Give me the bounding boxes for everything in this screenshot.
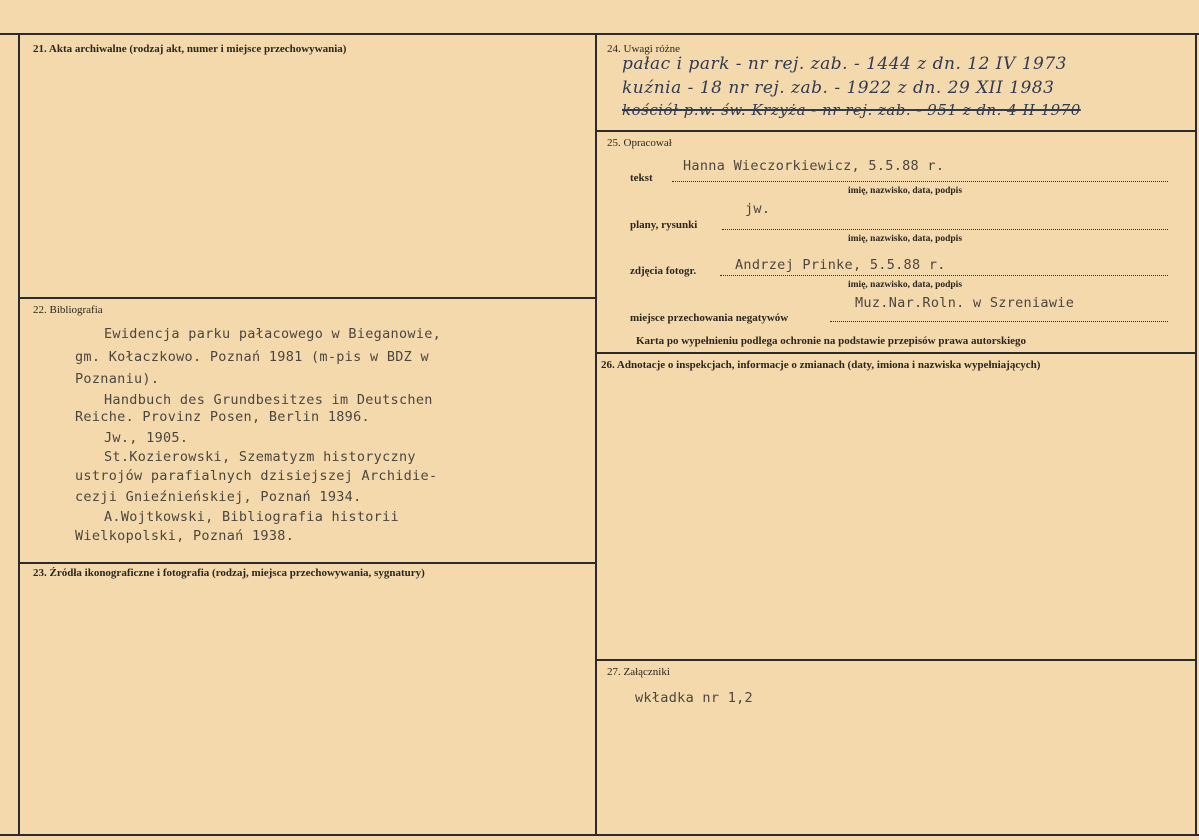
frame-right bbox=[1195, 33, 1197, 836]
divider-26-27 bbox=[596, 659, 1196, 661]
bibliography-line: gm. Kołaczkowo. Poznań 1981 (m-pis w BDZ w bbox=[75, 349, 429, 365]
uwagi-line-kuznia: kuźnia - 18 nr rej. zab. - 1922 z dn. 29 XII 1983 bbox=[622, 78, 1055, 98]
section-26-label: 26. Adnotacje o inspekcjach, informacje o zmianach (daty, imiona i nazwiska wypełniających) bbox=[601, 359, 1041, 371]
tekst-value: Hanna Wieczorkiewicz, 5.5.88 r. bbox=[683, 158, 945, 174]
zdjecia-label: zdjęcia fotogr. bbox=[630, 265, 697, 277]
divider-24-25 bbox=[596, 130, 1196, 132]
bibliography-line: cezji Gnieźnieńskiej, Poznań 1934. bbox=[75, 489, 362, 505]
plany-label: plany, rysunki bbox=[630, 219, 698, 231]
bibliography-line: Wielkopolski, Poznań 1938. bbox=[75, 528, 295, 544]
column-divider bbox=[595, 33, 597, 836]
uwagi-line-palac: pałac i park - nr rej. zab. - 1444 z dn. 12 IV 1973 bbox=[622, 54, 1067, 74]
section-21-label: 21. Akta archiwalne (rodzaj akt, numer i miejsce przechowywania) bbox=[33, 43, 347, 55]
plany-line bbox=[722, 229, 1168, 230]
bibliography-line: Handbuch des Grundbesitzes im Deutschen bbox=[104, 392, 433, 408]
divider-21-22 bbox=[18, 297, 596, 299]
section-25-label: 25. Opracował bbox=[607, 137, 672, 149]
bibliography-line: Jw., 1905. bbox=[104, 430, 189, 446]
bibliography-line: ustrojów parafialnych dzisiejszej Archidie- bbox=[75, 468, 438, 484]
plany-caption: imię, nazwisko, data, podpis bbox=[848, 234, 963, 244]
plany-value: jw. bbox=[745, 201, 771, 217]
miejsce-line bbox=[830, 321, 1168, 322]
section-22-label: 22. Bibliografia bbox=[33, 304, 103, 316]
zdjecia-line bbox=[720, 275, 1168, 276]
divider-22-23 bbox=[18, 562, 596, 564]
zalaczniki-value: wkładka nr 1,2 bbox=[635, 690, 753, 706]
bibliography-line: Reiche. Provinz Posen, Berlin 1896. bbox=[75, 409, 370, 425]
bibliography-line: Ewidencja parku pałacowego w Bieganowie, bbox=[104, 326, 442, 342]
zdjecia-value: Andrzej Prinke, 5.5.88 r. bbox=[735, 257, 946, 273]
karta-note: Karta po wypełnieniu podlega ochronie na podstawie przepisów prawa autorskiego bbox=[636, 335, 1027, 347]
section-27-label: 27. Załączniki bbox=[607, 666, 670, 678]
uwagi-line-kosciol: kościół p.w. św. Krzyża - nr rej. zab. - 951 z dn. 4 II 1970 bbox=[622, 101, 1081, 119]
frame-bottom bbox=[0, 834, 1199, 836]
zdjecia-caption: imię, nazwisko, data, podpis bbox=[848, 280, 963, 290]
section-24-label: 24. Uwagi różne bbox=[607, 43, 681, 55]
miejsce-value: Muz.Nar.Roln. w Szreniawie bbox=[855, 295, 1075, 311]
miejsce-label: miejsce przechowania negatywów bbox=[630, 312, 789, 324]
divider-25-26 bbox=[596, 352, 1196, 354]
section-23-label: 23. Źródła ikonograficzne i fotografia (rodzaj, miejsca przechowywania, sygnatury) bbox=[33, 567, 425, 579]
tekst-label: tekst bbox=[630, 172, 653, 184]
bibliography-line: A.Wojtkowski, Bibliografia historii bbox=[104, 509, 399, 525]
bibliography-line: Poznaniu). bbox=[75, 371, 160, 387]
tekst-line bbox=[672, 181, 1168, 182]
bibliography-line: St.Kozierowski, Szematyzm historyczny bbox=[104, 449, 416, 465]
frame-top bbox=[0, 33, 1199, 35]
tekst-caption: imię, nazwisko, data, podpis bbox=[848, 186, 963, 196]
frame-left bbox=[18, 33, 20, 836]
